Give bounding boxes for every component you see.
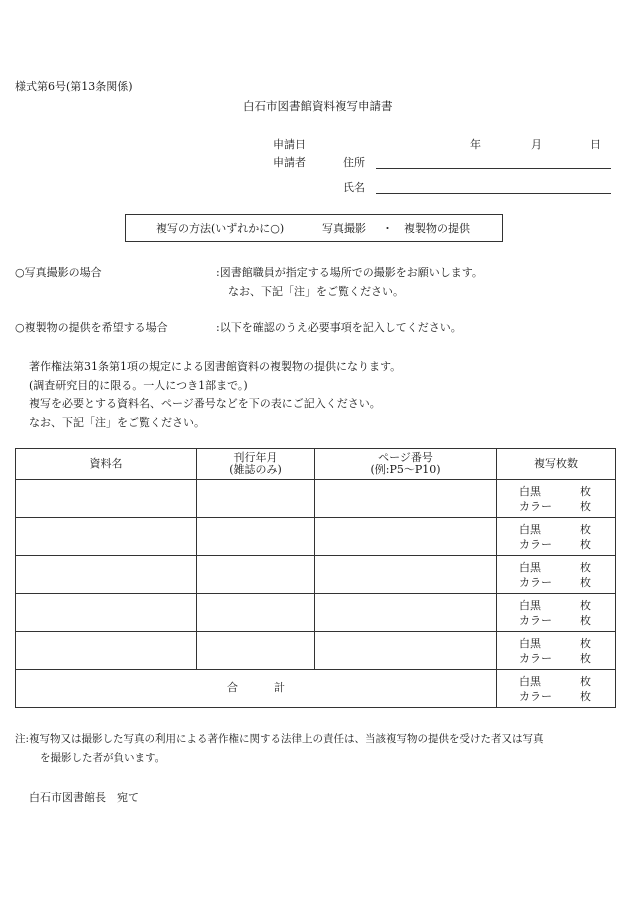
footnote-line-1: 注:複写物又は撮影した写真の利用による著作権に関する法律上の責任は、当該複写物の提供を受けた者又は写真 — [15, 733, 544, 745]
unit-label: 枚 — [580, 522, 591, 536]
notice-line-3: 複写を必要とする資料名、ページ番号などを下の表にご記入ください。 — [29, 397, 381, 410]
page-number-cell[interactable] — [315, 556, 497, 594]
header-page-line-2: (例:P5〜P10) — [370, 463, 441, 476]
copy-section-text: :以下を確認のうえ必要事項を記入してください。 — [216, 321, 462, 334]
header-copy-count: 複写枚数 — [497, 449, 616, 480]
form-number: 様式第6号(第13条関係) — [15, 80, 133, 93]
unit-label: 枚 — [580, 575, 591, 589]
total-label — [16, 670, 497, 708]
document-title: 白石市図書館資料複写申請書 — [243, 99, 393, 113]
copy-count-cell[interactable] — [497, 556, 616, 594]
option-photo[interactable]: 写真撮影 — [322, 222, 366, 235]
material-name-cell[interactable] — [16, 480, 197, 518]
bw-count — [519, 636, 591, 651]
bw-count — [519, 674, 591, 689]
color-label: カラー — [519, 499, 552, 513]
color-count — [519, 537, 591, 552]
table-total-row — [16, 670, 616, 708]
applicant-label: 申請者 — [273, 156, 306, 169]
copy-method-label: 複写の方法(いずれかに○) — [156, 222, 285, 235]
address-label: 住所 — [343, 156, 365, 169]
header-publication-date — [197, 449, 315, 480]
header-material-name: 資料名 — [16, 449, 197, 480]
copy-count-cell[interactable] — [497, 480, 616, 518]
unit-label: 枚 — [580, 674, 591, 688]
material-name-cell[interactable] — [16, 518, 197, 556]
publication-date-cell[interactable] — [197, 556, 315, 594]
bw-count — [519, 560, 591, 575]
header-page-line-1: ページ番号 — [378, 450, 433, 464]
color-count — [519, 613, 591, 628]
color-label: カラー — [519, 575, 552, 589]
unit-label: 枚 — [580, 484, 591, 498]
copy-request-table — [15, 448, 616, 708]
total-char-2: 計 — [274, 681, 285, 695]
month-label: 月 — [531, 138, 542, 151]
table-row — [16, 480, 616, 518]
footnote-line-2: を撮影した者が負います。 — [40, 752, 166, 764]
copy-count-cell[interactable] — [497, 632, 616, 670]
addressee: 白石市図書館長 宛て — [29, 791, 139, 804]
material-name-cell[interactable] — [16, 594, 197, 632]
page-number-cell[interactable] — [315, 594, 497, 632]
notice-line-2: (調査研究目的に限る。一人につき1部まで。) — [29, 379, 248, 392]
option-copy[interactable]: 複製物の提供 — [404, 222, 470, 235]
bw-label: 白黒 — [519, 484, 541, 498]
page-number-cell[interactable] — [315, 518, 497, 556]
name-label: 氏名 — [343, 181, 365, 194]
unit-label: 枚 — [580, 499, 591, 513]
address-field[interactable] — [376, 168, 611, 169]
copy-method-box — [125, 214, 503, 242]
table-row — [16, 594, 616, 632]
unit-label: 枚 — [580, 560, 591, 574]
bw-label: 白黒 — [519, 636, 541, 650]
color-label: カラー — [519, 613, 552, 627]
photo-section-label: ○写真撮影の場合 — [15, 266, 102, 279]
bw-count — [519, 522, 591, 537]
photo-section-text-1: :図書館職員が指定する場所での撮影をお願いします。 — [216, 266, 483, 279]
header-page-number — [315, 449, 497, 480]
bw-label: 白黒 — [519, 598, 541, 612]
color-label: カラー — [519, 651, 552, 665]
bw-label: 白黒 — [519, 522, 541, 536]
copy-section-label: ○複製物の提供を希望する場合 — [15, 321, 168, 334]
unit-label: 枚 — [580, 689, 591, 703]
unit-label: 枚 — [580, 613, 591, 627]
unit-label: 枚 — [580, 651, 591, 665]
option-separator: ・ — [382, 222, 393, 235]
bw-label: 白黒 — [519, 560, 541, 574]
color-count — [519, 689, 591, 704]
color-count — [519, 651, 591, 666]
copy-count-cell[interactable] — [497, 518, 616, 556]
header-publication-line-1: 刊行年月 — [233, 450, 278, 464]
unit-label: 枚 — [580, 636, 591, 650]
color-label: カラー — [519, 537, 552, 551]
total-count-cell[interactable] — [497, 670, 616, 708]
material-name-cell[interactable] — [16, 632, 197, 670]
unit-label: 枚 — [580, 537, 591, 551]
unit-label: 枚 — [580, 598, 591, 612]
table-row — [16, 632, 616, 670]
total-char-1: 合 — [227, 681, 238, 695]
bw-label: 白黒 — [519, 674, 541, 688]
publication-date-cell[interactable] — [197, 594, 315, 632]
header-publication-line-2: (雑誌のみ) — [229, 463, 282, 476]
application-date-label: 申請日 — [273, 138, 306, 151]
table-row — [16, 518, 616, 556]
copy-count-cell[interactable] — [497, 594, 616, 632]
bw-count — [519, 484, 591, 499]
publication-date-cell[interactable] — [197, 518, 315, 556]
bw-count — [519, 598, 591, 613]
publication-date-cell[interactable] — [197, 480, 315, 518]
day-label: 日 — [590, 138, 601, 151]
publication-date-cell[interactable] — [197, 632, 315, 670]
color-count — [519, 499, 591, 514]
table-row — [16, 556, 616, 594]
page-number-cell[interactable] — [315, 632, 497, 670]
page-number-cell[interactable] — [315, 480, 497, 518]
color-label: カラー — [519, 689, 552, 703]
year-label: 年 — [470, 138, 481, 151]
notice-line-4: なお、下記「注」をご覧ください。 — [29, 416, 205, 429]
table-header-row — [16, 449, 616, 480]
notice-line-1: 著作権法第31条第1項の規定による図書館資料の複製物の提供になります。 — [29, 360, 402, 373]
material-name-cell[interactable] — [16, 556, 197, 594]
name-field[interactable] — [376, 193, 611, 194]
color-count — [519, 575, 591, 590]
photo-section-text-2: なお、下記「注」をご覧ください。 — [228, 285, 404, 298]
